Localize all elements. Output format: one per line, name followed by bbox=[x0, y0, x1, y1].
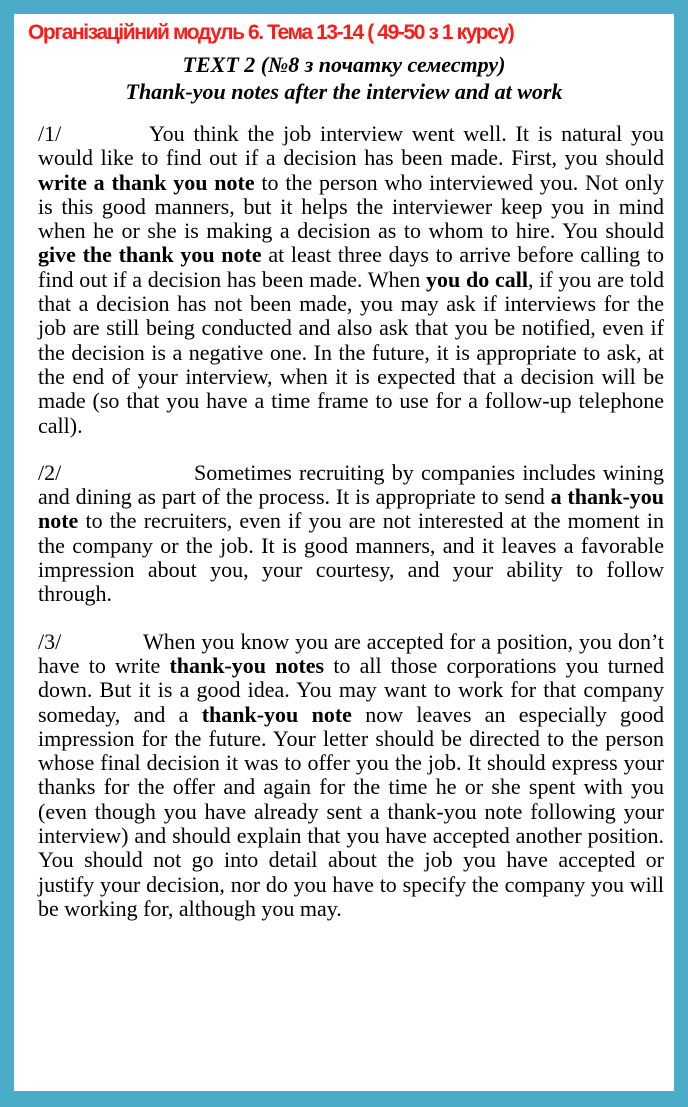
paragraph-text: When you know you are accepted for a position, you don’t have to write bbox=[38, 628, 664, 678]
bold-phrase: you do call bbox=[425, 266, 528, 292]
paragraph-number: /3/ bbox=[38, 628, 62, 654]
paragraph-1 bbox=[38, 122, 664, 438]
paragraph-2 bbox=[38, 461, 664, 607]
bold-phrase: a thank-you note bbox=[38, 484, 665, 534]
text-label: TEXT 2 bbox=[182, 52, 256, 77]
bold-phrase: thank-you note bbox=[201, 701, 352, 727]
bold-phrase: thank-you notes bbox=[169, 652, 325, 678]
paragraph-number: /2/ bbox=[38, 459, 62, 485]
text-note: (№8 з початку семестру) bbox=[260, 52, 506, 77]
paragraph-text: to the person who interviewed you. Not only is this good manners, but it helps the interviewer keep you in mind when he or she is making a decision as to whom to hire. You should bbox=[38, 169, 664, 244]
subtitle: Thank-you notes after the interview and at work bbox=[125, 79, 563, 104]
module-title: Організаційний модуль 6. Тема 13-14 ( 49-50 з 1 курсу) bbox=[28, 21, 514, 44]
body-text bbox=[38, 122, 664, 921]
paragraph-text: to all those corporations you turned down. But it is a good idea. You may want to work for that company someday, and a bbox=[38, 652, 664, 727]
paragraph-text: to the recruiters, even if you are not interested at the moment in the company or the job. It is good manners, and it leaves a favorable impression about you, your courtesy, and your ability to follow through. bbox=[38, 508, 664, 607]
document-page bbox=[14, 14, 674, 1091]
bold-phrase: give the thank you note bbox=[38, 242, 262, 268]
paragraph-text: , if you are told that a decision has not been made, you may ask if interviews for the job are still being conducted and also ask that you be notified, even if the decision is a negative one. In the future, it is appropriate to ask, at the end of your interview, when it is expected that a decision will be made (so that you have a time frame to use for a follow-up telephone call). bbox=[38, 266, 664, 438]
paragraph-text: now leaves an especially good impression for the future. Your letter should be directed to the person whose final decision it was to offer you the job. It should express your thanks for the offer and again for the time he or she spent with you (even though you have already sent a thank-you note following your interview) and should explain that you have accepted another position. You should not go into detail about the job you have accepted or justify your decision, nor do you have to specify the company you will be working for, although you may. bbox=[38, 701, 664, 921]
paragraph-3 bbox=[38, 630, 664, 922]
paragraph-text: Sometimes recruiting by companies includes wining and dining as part of the process. It is appropriate to send bbox=[38, 459, 664, 510]
text-heading bbox=[14, 52, 674, 78]
paragraph-number: /1/ bbox=[38, 121, 62, 146]
paragraph-text: You think the job interview went well. It is natural you would like to find out if a decision has been made. First, you should bbox=[38, 121, 664, 171]
bold-phrase: write a thank you note bbox=[38, 169, 255, 195]
paragraph-text: at least three days to arrive before calling to find out if a decision has been made. When bbox=[38, 242, 664, 292]
